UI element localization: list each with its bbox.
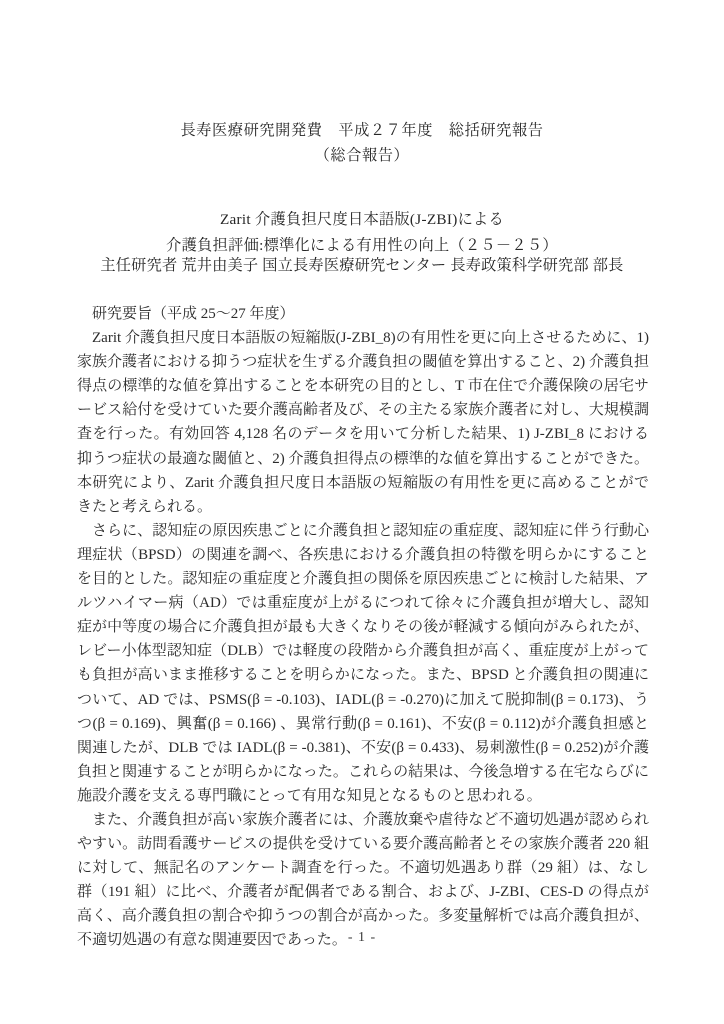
document-subtitle bbox=[0, 207, 724, 259]
page-number: - 1 - bbox=[347, 930, 377, 945]
subtitle-line-2: 介護負担評価:標準化による有用性の向上（２５－２５） bbox=[166, 237, 558, 254]
document-footer bbox=[0, 928, 724, 946]
abstract-paragraph-2: さらに、認知症の原因疾患ごとに介護負担と認知症の重症度、認知症に伴う行動心理症状（BPSD）の関連を調べ、各疾患における介護負担の特徴を明らかにすることを目的とした。認知症の重症度と介護負担の関係を原因疾患ごとに検討した結果、アルツハイマー病（AD）では重症度が上がるにつれて徐々に介護負担が増大し、認知症が中等度の場合に介護負担が最も大きくなりその後が軽減する傾向がみられたが、レビー小体型認知症（DLB）では軽度の段階から介護負担が高く、重症度が上がっても負担が高いまま推移することを明らかになった。また、BPSD と介護負担の関連について、AD では、PSMS(β = -0.103)、IADL(β = -0.270)に加えて脱抑制(β = 0.173)、うつ(β = 0.169)、興奮(β = 0.166) 、異常行動(β = 0.161)、不安(β = 0.112)が介護負担感と関連したが、DLB では IADL(β = -0.381)、不安(β = 0.433)、易刺激性(β = 0.252)が介護負担と関連することが明らかになった。これらの結果は、今後急増する在宅ならびに施設介護を支える専門職にとって有用な知見となるものと思われる。 bbox=[77, 522, 649, 804]
abstract-paragraph-1: Zarit 介護負担尺度日本語版の短縮版(J-ZBI_8)の有用性を更に向上させるために、1) 家族介護者における抑うつ症状を生ずる介護負担の閾値を算出すること、2) 介護負担得点の標準的な値を算出することを本研究の目的とし、T 市在住で介護保険の居宅サービス給付を受けていた要介護高齢者及び、その主たる家族介護者に対し、大規模調査を行った。有効回答 4,128 名のデータを用いて分析した結果、1) J-ZBI_8 における抑うつ症状の最適な閾値と、2) 介護負担得点の標準的な値を算出することができた。本研究により、Zarit 介護負担尺度日本語版の短縮版の有用性を更に高めることができたと考えられる。 bbox=[77, 330, 649, 515]
subtitle-line-1: Zarit 介護負担尺度日本語版(J-ZBI)による bbox=[219, 211, 505, 228]
principal-investigator-line: 主任研究者 荒井由美子 国立長寿医療研究センター 長寿政策科学研究部 部長 bbox=[100, 257, 624, 274]
document-header bbox=[0, 118, 724, 168]
abstract-paragraph-3: また、介護負担が高い家族介護者には、介護放棄や虐待など不適切処遇が認められやすい。訪問看護サービスの提供を受けている要介護高齢者とその家族介護者 220 組に対して、無記名のアンケート調査を行った。不適切処遇あり群（29 組）は、なし群（191 組）に比べ、介護者が配偶者である割合、および、J-ZBI、CES-D の得点が高く、高介護負担の割合や抑うつの割合が高かった。多変量解析では高介護負担が、不適切処遇の有意な関連要因であった。 bbox=[77, 811, 649, 949]
abstract-body bbox=[77, 302, 649, 953]
abstract-heading: 研究要旨（平成 25〜27 年度） bbox=[92, 306, 295, 322]
author-affiliation bbox=[0, 254, 724, 278]
header-title-line-2: （総合報告） bbox=[314, 147, 410, 164]
header-title-line-1: 長寿医療研究開発費 平成２７年度 総括研究報告 bbox=[180, 122, 544, 139]
